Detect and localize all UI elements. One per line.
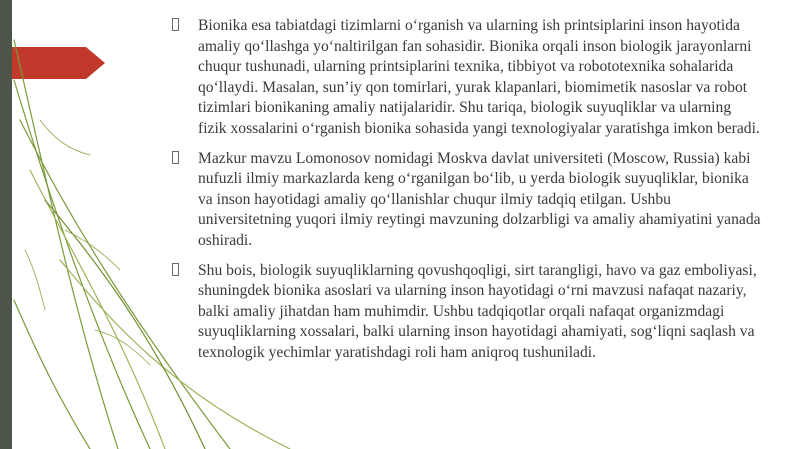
bullet-item-2: [172, 149, 762, 252]
bullet-list: [172, 16, 762, 373]
square-bullet-icon: [172, 151, 179, 164]
square-bullet-icon: [172, 18, 179, 31]
red-arrow-banner: [12, 47, 105, 79]
bullet-text: Bionika esa tabiatdagi tizimlarni o‘rganish va ularning ish printsiplarini inson hayotida amaliy qo‘llashga yo‘naltirilgan fan sohasidir. Bionika orqali inson biologik jarayonlarni chuqur tushunadi, ularning printsiplarini texnika, tibbiyot va robototexnika sohalarida qo‘llaydi. Masalan, sun’iy qon tomirlari, yurak klapanlari, biomimetik nasoslar va robot tizimlari bionikaning amaliy natijalaridir. Shu tariqa, biologik suyuqliklar va ularning fizik xossalarini o‘rganish bionika sohasida yangi texnologiyalar yaratishga imkon beradi.: [198, 17, 760, 137]
bullet-text: Shu bois, biologik suyuqliklarning qovushqoqligi, sirt tarangligi, havo va gaz emboliyasi, shuningdek bionika asoslari va ularning inson hayotidagi o‘rni mavzusi nafaqat nazariy, balki amaliy jihatdan ham muhimdir. Ushbu tadqiqotlar orqali nafaqat organizmdagi suyuqliklarning xossalari, balki ularning inson hayotidagi ahamiyati, sog‘liqni saqlash va texnologik yechimlar yaratishdagi roli ham aniqroq tushuniladi.: [198, 261, 757, 361]
bullet-text: Mazkur mavzu Lomonosov nomidagi Moskva davlat universiteti (Moscow, Russia) kabi nufuzli ilmiy markazlarda keng o‘rganilgan bo‘lib, u yerda biologik suyuqliklar, bionika va inson hayotidagi amaliy qo‘llanishlar chuqur ilmiy tadqiq etilgan. Ushbu universitetning yuqori ilmiy reytingi mavzuning dolzarbligi va amaliy ahamiyatini yanada oshiradi.: [198, 149, 761, 249]
vine-tendrils: [25, 120, 150, 365]
bullet-item-1: [172, 16, 762, 140]
bullet-item-3: [172, 261, 762, 364]
square-bullet-icon: [172, 263, 179, 276]
